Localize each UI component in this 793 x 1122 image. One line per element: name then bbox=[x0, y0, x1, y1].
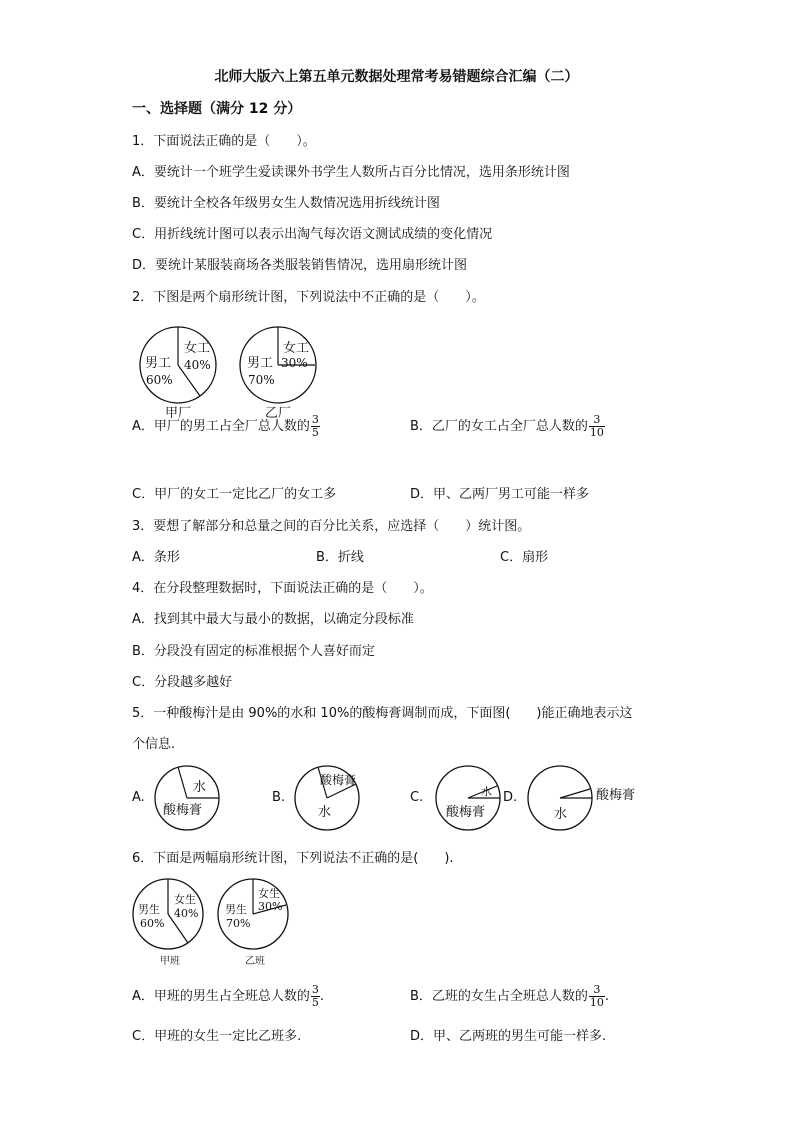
q2-option-a bbox=[132, 411, 320, 443]
q5-stem-line1: 5．一种酸梅汁是由 90%的水和 10%的酸梅膏调制而成，下面图( )能正确地表示这 bbox=[132, 706, 633, 721]
q5-option-c-label: C. bbox=[410, 790, 424, 805]
q3-option-a: A．条形 bbox=[132, 550, 180, 565]
q6-option-b-end: . bbox=[604, 989, 610, 1004]
fraction-denominator: 10 bbox=[589, 996, 604, 1009]
q6-pie1-caption: 甲班 bbox=[160, 956, 180, 967]
fraction-numerator: 3 bbox=[589, 984, 605, 997]
q6-option-b bbox=[410, 981, 609, 1013]
q3-option-c: C．扇形 bbox=[500, 550, 549, 565]
q4-option-c: C．分段越多越好 bbox=[132, 675, 233, 690]
q6-pie1-right-name: 女生 bbox=[174, 893, 196, 906]
fraction-denominator: 10 bbox=[589, 426, 604, 439]
q1-option-a: A．要统计一个班学生爱读课外书学生人数所占百分比情况，选用条形统计图 bbox=[132, 165, 570, 180]
q2-option-b bbox=[410, 411, 605, 443]
fraction-numerator: 3 bbox=[589, 414, 605, 427]
q2-pie1-right-pct: 40% bbox=[184, 358, 211, 372]
q5-pie-b-paste: 酸梅膏 bbox=[320, 773, 357, 787]
q6-option-a bbox=[132, 981, 324, 1013]
q1-option-d: D．要统计某服装商场各类服装销售情况，选用扇形统计图 bbox=[132, 258, 468, 273]
q2-pie1-right-name: 女工 bbox=[184, 341, 211, 356]
q5-option-d-label: D. bbox=[503, 790, 518, 805]
q6-pie2-left-pct: 70% bbox=[226, 917, 251, 930]
page-title: 北师大版六上第五单元数据处理常考易错题综合汇编（二） bbox=[214, 69, 579, 85]
q4-stem: 4．在分段整理数据时，下面说法正确的是（ ）。 bbox=[132, 581, 433, 596]
q2-option-a-fraction bbox=[311, 414, 320, 439]
q2-pie2-right-pct: 30% bbox=[281, 356, 308, 370]
q4-option-a: A．找到其中最大与最小的数据，以确定分段标准 bbox=[132, 612, 414, 627]
q6-option-a-fraction bbox=[311, 984, 320, 1009]
q2-option-c: C．甲厂的女工一定比乙厂的女工多 bbox=[132, 487, 337, 502]
q5-pie-a-paste: 酸梅膏 bbox=[163, 803, 203, 818]
q5-pie-c-water: 水 bbox=[481, 785, 492, 798]
q6-pie1-right-pct: 40% bbox=[174, 907, 199, 920]
q3-stem: 3．要想了解部分和总量之间的百分比关系，应选择（ ）统计图。 bbox=[132, 519, 531, 534]
q2-pie-charts bbox=[135, 322, 335, 422]
q1-option-c: C．用折线统计图可以表示出淘气每次语文测试成绩的变化情况 bbox=[132, 227, 493, 242]
q3-option-b: B．折线 bbox=[316, 550, 364, 565]
q6-pie1-left-name: 男生 bbox=[138, 903, 160, 916]
q5-option-b-label: B. bbox=[272, 790, 286, 805]
q5-pie-c-paste: 酸梅膏 bbox=[446, 805, 486, 820]
q6-option-d: D．甲、乙两班的男生可能一样多. bbox=[410, 1029, 607, 1044]
q5-pie-a-divider-1 bbox=[178, 767, 187, 798]
q5-pie-a-water: 水 bbox=[193, 780, 207, 795]
q5-pie-b-water: 水 bbox=[318, 805, 332, 820]
q2-pie2-left-pct: 70% bbox=[248, 373, 275, 387]
q2-pie2-right-name: 女工 bbox=[283, 341, 310, 356]
q5-stem-line2: 个信息. bbox=[132, 737, 176, 752]
q4-option-b: B．分段没有固定的标准根据个人喜好而定 bbox=[132, 644, 375, 659]
q6-pie2-right-name: 女生 bbox=[258, 887, 280, 900]
q6-option-a-end: . bbox=[319, 989, 325, 1004]
q6-option-a-text: A．甲班的男生占全班总人数的 bbox=[132, 989, 310, 1004]
q2-pie1-left-pct: 60% bbox=[146, 373, 173, 387]
fraction-denominator: 5 bbox=[311, 996, 319, 1009]
section-heading: 一、选择题（满分 12 分） bbox=[132, 101, 302, 117]
q2-pie1-caption: 甲厂 bbox=[165, 406, 192, 421]
q6-pie-charts bbox=[130, 876, 300, 972]
q5-pie-d-paste: 酸梅膏 bbox=[596, 788, 636, 803]
fraction-numerator: 3 bbox=[311, 413, 319, 426]
q2-pie2-caption: 乙厂 bbox=[265, 406, 292, 421]
q6-pie1-left-pct: 60% bbox=[140, 917, 165, 930]
q2-pie1-left-name: 男工 bbox=[145, 356, 172, 371]
q5-pie-d-water: 水 bbox=[554, 807, 568, 822]
q6-pie2-left-name: 男生 bbox=[225, 903, 247, 916]
fraction-denominator: 5 bbox=[311, 426, 319, 439]
q5-option-a-label: A. bbox=[132, 790, 145, 805]
q6-option-c: C．甲班的女生一定比乙班多. bbox=[132, 1029, 302, 1044]
q6-pie2-right-pct: 30% bbox=[258, 900, 283, 913]
q6-option-b-text: B．乙班的女生占全班总人数的 bbox=[410, 989, 588, 1004]
q6-option-b-fraction bbox=[589, 984, 605, 1009]
q1-option-b: B．要统计全校各年级男女生人数情况选用折线统计图 bbox=[132, 196, 440, 211]
q2-pie2-left-name: 男工 bbox=[247, 356, 274, 371]
q2-option-b-text: B．乙厂的女工占全厂总人数的 bbox=[410, 419, 588, 434]
q2-option-b-fraction bbox=[589, 414, 605, 439]
q2-option-d: D．甲、乙两厂男工可能一样多 bbox=[410, 487, 590, 502]
q5-pie-d-divider-2 bbox=[560, 789, 590, 798]
q1-stem: 1．下面说法正确的是（ ）。 bbox=[132, 134, 316, 149]
q2-option-a-text: A．甲厂的男工占全厂总人数的 bbox=[132, 419, 310, 434]
q5-pie-options bbox=[150, 764, 670, 834]
q6-pie2-caption: 乙班 bbox=[245, 956, 265, 967]
q2-stem: 2．下图是两个扇形统计图，下列说法中不正确的是（ ）。 bbox=[132, 290, 485, 305]
q6-stem: 6．下面是两幅扇形统计图，下列说法不正确的是( ). bbox=[132, 851, 454, 866]
fraction-numerator: 3 bbox=[311, 983, 319, 996]
